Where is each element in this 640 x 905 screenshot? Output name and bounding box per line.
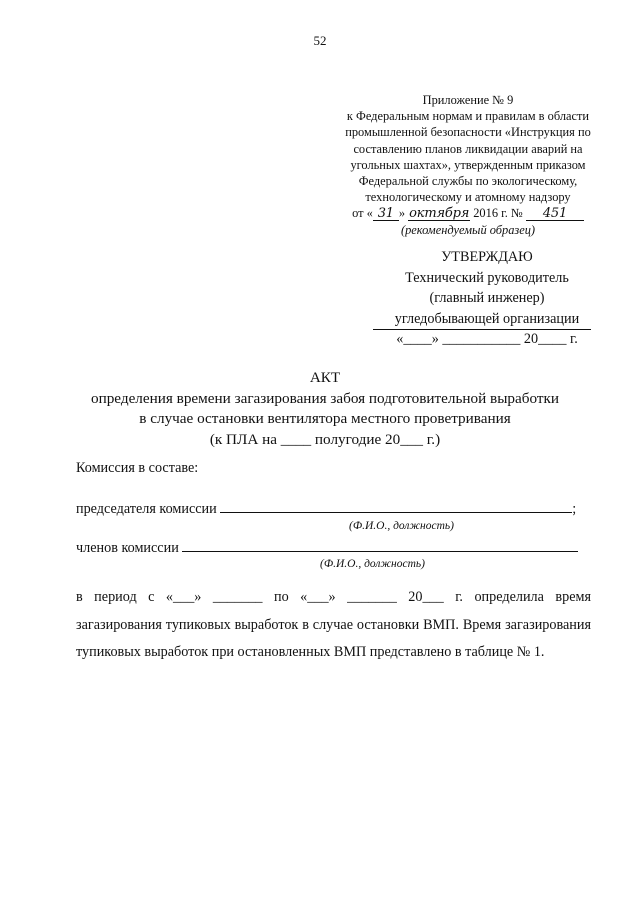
appendix-line: угольных шахтах», утвержденным приказом [350,157,586,172]
document-subtitle: в случае остановки вентилятора местного проветривания [139,410,511,427]
approval-position: Технический руководитель [405,269,569,286]
appendix-line: технологическому и атомному надзору [365,190,571,205]
handwritten-order-number: 451 [526,207,584,221]
appendix-title: Приложение № 9 [422,93,514,107]
document-title: АКТ [309,369,341,386]
signature-line [373,329,591,330]
approval-position: (главный инженер) [429,290,545,306]
appendix-line: Федеральной службы по экологическому, [358,174,578,189]
chairman-label: председателя комиссии [76,501,217,517]
document-subtitle: (к ПЛА на ____ полугодие 20___ г.) [209,430,441,448]
recommended-sample-note: (рекомендуемый образец) [400,222,536,237]
appendix-line: к Федеральным нормам и правилам в области [346,109,590,124]
document-title-block [60,368,590,450]
date-mid: » [398,206,406,221]
members-fill [182,539,578,552]
order-date-line [318,205,618,221]
chairman-hint: (Ф.И.О., должность) [349,520,454,532]
members-hint: (Ф.И.О., должность) [320,558,425,570]
chairman-end: ; [572,501,577,517]
document-subtitle: определения времени загазирования забоя подготовительной выработки [90,389,559,407]
appendix-line: составлению планов ликвидации аварий на [353,141,583,156]
members-line [76,539,578,557]
appendix-line: промышленной безопасности «Инструкция по [345,125,591,140]
handwritten-day: 31 [373,207,399,221]
members-label: членов комиссии [76,540,179,556]
order-year: 2016 г. № [473,206,523,221]
act-body-paragraph: в период с «___» _______ по «___» _______ 20___ г. определила время загазирования тупиковых выработок в случае остановки ВМП. Время загазирования тупиковых выработок при остановленных ВМП представлено в таблице № 1. [76,589,591,660]
approval-date-line: «____» ___________ 20____ г. [396,331,578,347]
approval-block [372,247,602,329]
approval-organization: угледобывающей организации [394,310,580,327]
page-number: 52 [313,33,327,48]
commission-heading: Комиссия в составе: [76,460,199,476]
handwritten-month: октября [409,206,470,222]
chairman-line [76,500,576,518]
chairman-fill [220,500,572,513]
approval-heading: УТВЕРЖДАЮ [441,249,533,265]
appendix-block [318,92,618,238]
date-prefix: от « [352,206,373,221]
